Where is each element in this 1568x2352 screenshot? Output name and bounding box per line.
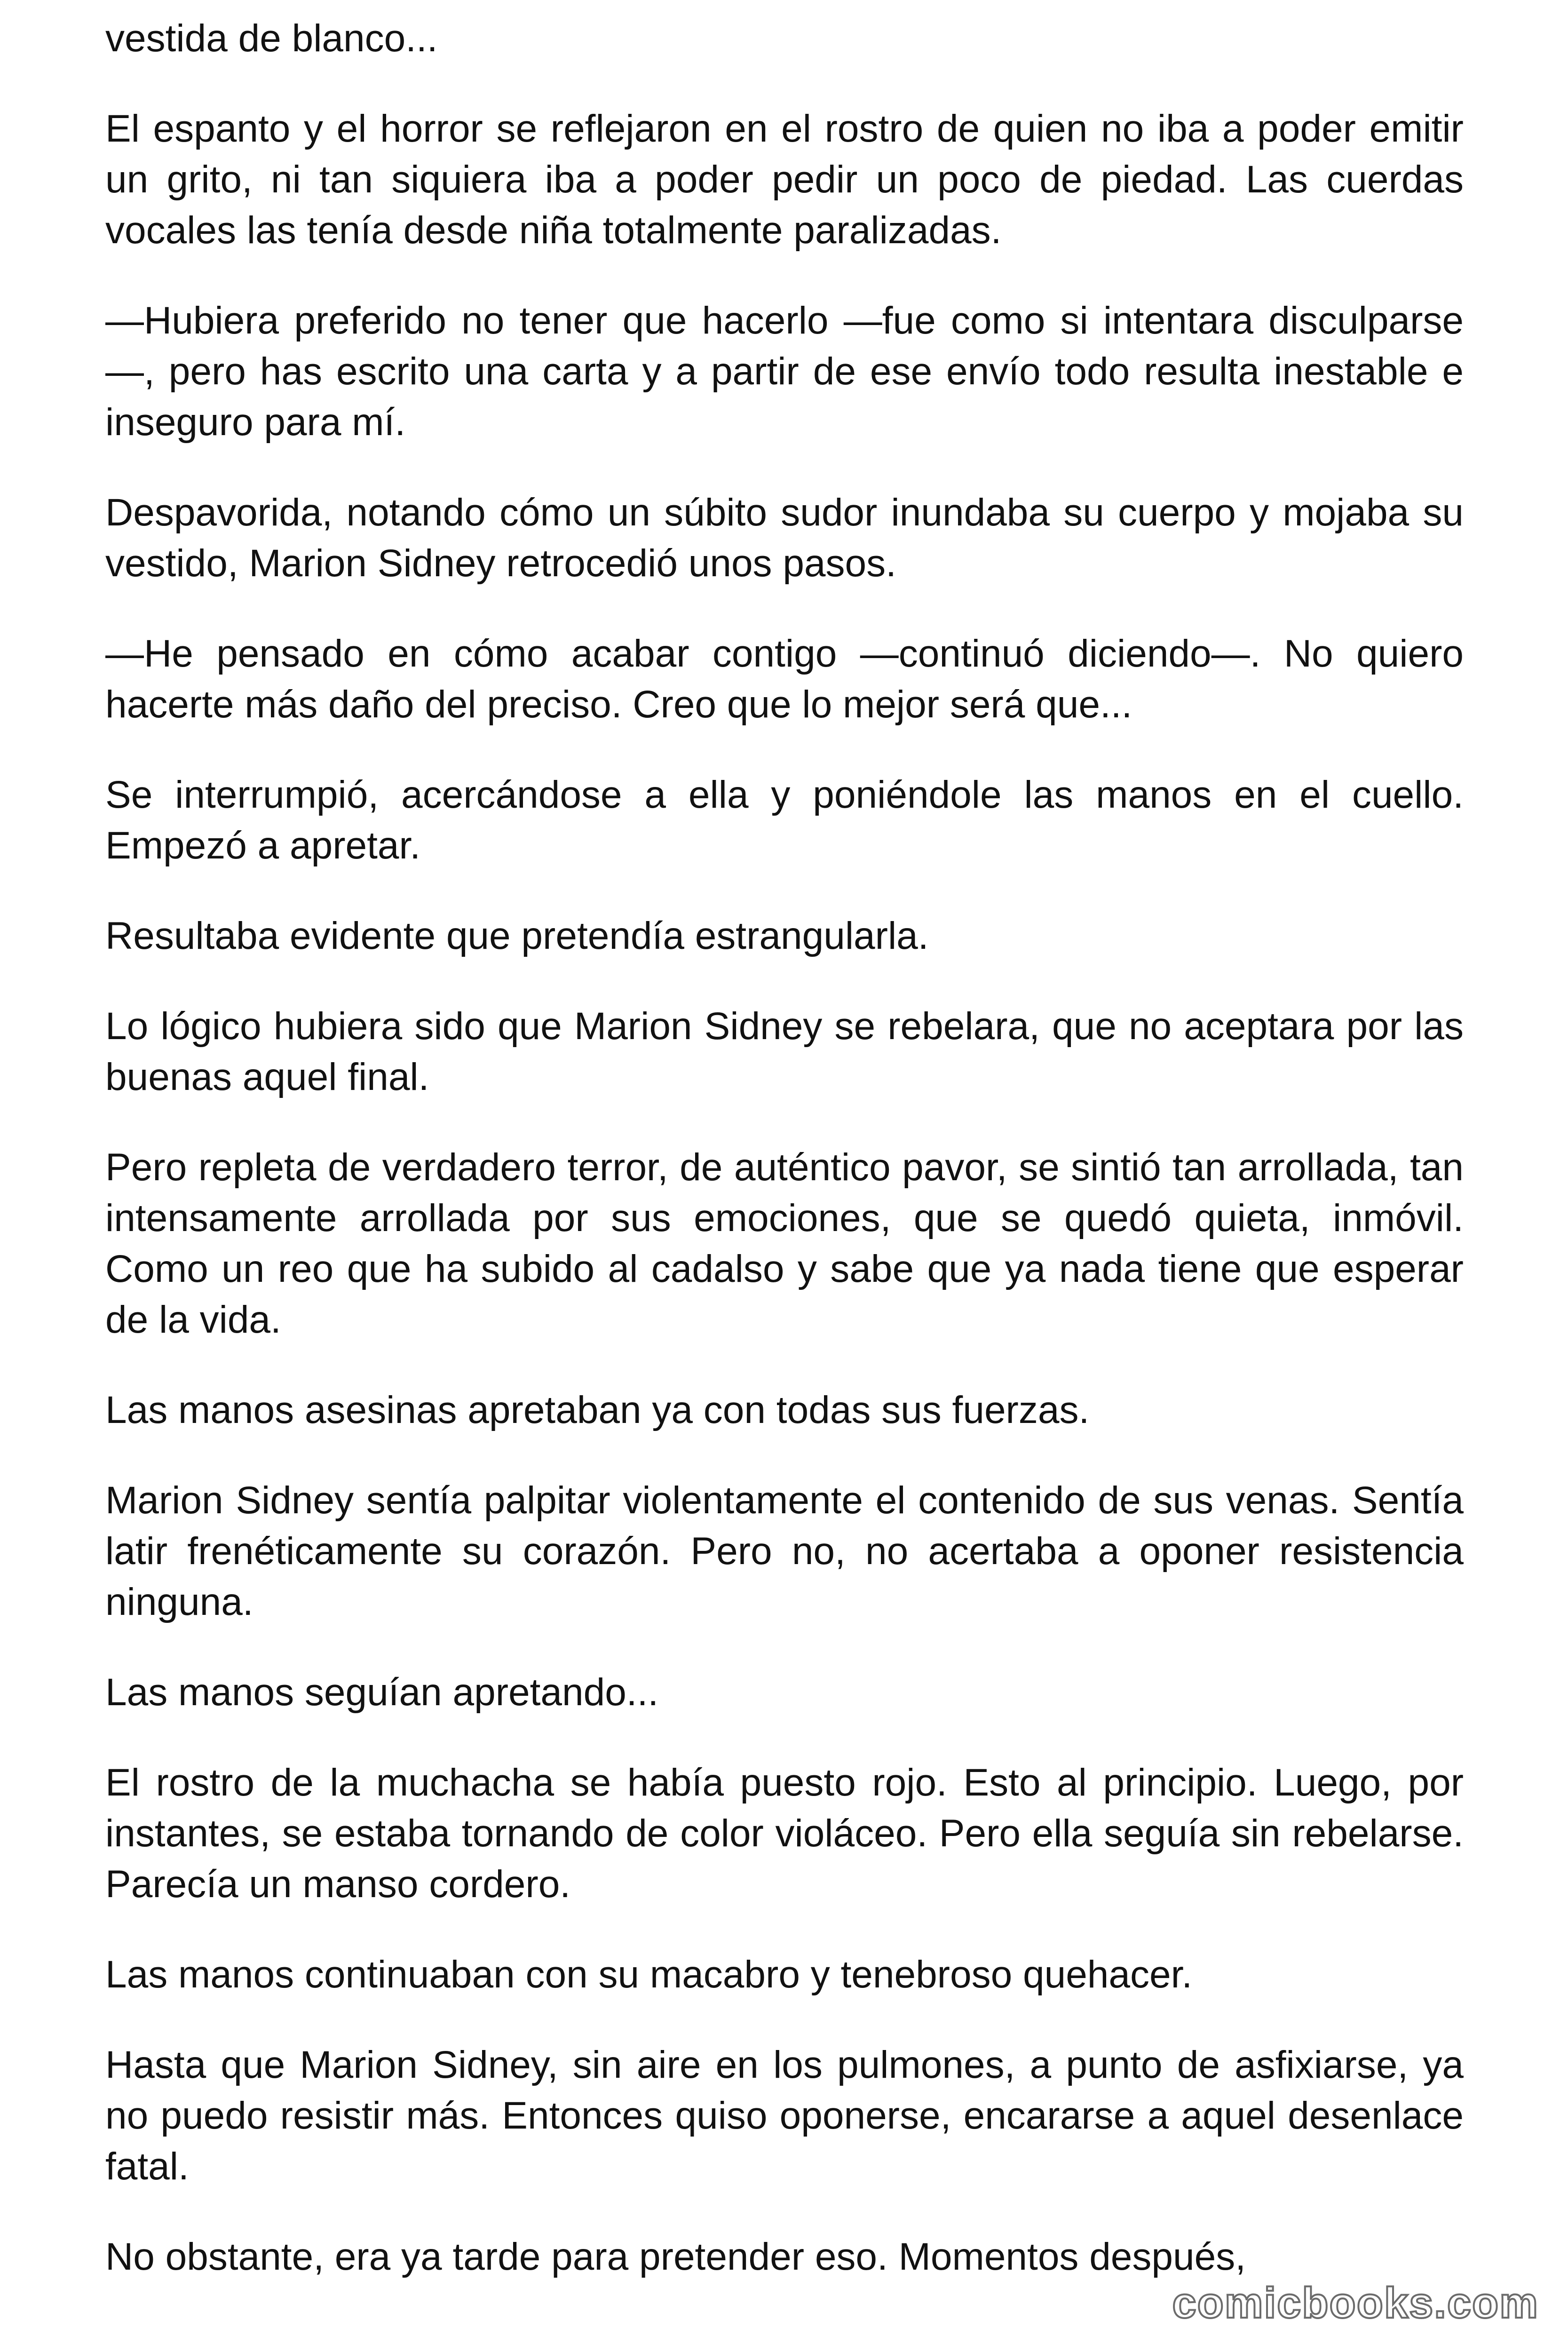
paragraph-1: vestida de blanco... <box>105 17 438 60</box>
paragraph-12: Las manos seguían apretando... <box>105 1671 659 1714</box>
paragraph-16: No obstante, era ya tarde para pretender eso. Momentos después, <box>105 2235 1246 2278</box>
paragraph-9: Pero repleta de verdadero terror, de auténtico pavor, se sintió tan arrollada, tan intensamente arrollada por sus emociones, que se quedó quieta, inmóvil. Como un reo que ha subido al cadalso y sabe que ya nada tiene que esperar de la vida. <box>105 1146 1464 1341</box>
paragraph-13: El rostro de la muchacha se había puesto rojo. Esto al principio. Luego, por instantes, se estaba tornando de color violáceo. Pero ella seguía sin rebelarse. Parecía un manso cordero. <box>105 1761 1464 1906</box>
paragraph-6: Se interrumpió, acercándose a ella y poniéndole las manos en el cuello. Empezó a apretar. <box>105 773 1464 867</box>
paragraph-10: Las manos asesinas apretaban ya con todas sus fuerzas. <box>105 1389 1090 1431</box>
paragraph-5: —He pensado en cómo acabar contigo —continuó diciendo—. No quiero hacerte más daño del preciso. Creo que lo mejor será que... <box>105 632 1464 726</box>
paragraph-8: Lo lógico hubiera sido que Marion Sidney se rebelara, que no aceptara por las buenas aquel final. <box>105 1005 1464 1098</box>
paragraph-2: El espanto y el horror se reflejaron en el rostro de quien no iba a poder emitir un grito, ni tan siquiera iba a poder pedir un poco de piedad. Las cuerdas vocales las tenía desde niña totalmente paralizadas. <box>105 107 1464 252</box>
body-text <box>105 13 1464 2282</box>
paragraph-3: —Hubiera preferido no tener que hacerlo —fue como si intentara disculparse—, pero has escrito una carta y a partir de ese envío todo resulta inestable e inseguro para mí. <box>105 299 1464 444</box>
watermark: comicbooks.com <box>1172 2279 1539 2327</box>
paragraph-7: Resultaba evidente que pretendía estrangularla. <box>105 914 929 957</box>
paragraph-11: Marion Sidney sentía palpitar violentamente el contenido de sus venas. Sentía latir frenéticamente su corazón. Pero no, no acertaba a oponer resistencia ninguna. <box>105 1479 1464 1623</box>
paragraph-4: Despavorida, notando cómo un súbito sudor inundaba su cuerpo y mojaba su vestido, Marion Sidney retrocedió unos pasos. <box>105 491 1464 585</box>
paragraph-15: Hasta que Marion Sidney, sin aire en los pulmones, a punto de asfixiarse, ya no puedo resistir más. Entonces quiso oponerse, encararse a aquel desenlace fatal. <box>105 2043 1464 2188</box>
paragraph-14: Las manos continuaban con su macabro y tenebroso quehacer. <box>105 1953 1193 1996</box>
